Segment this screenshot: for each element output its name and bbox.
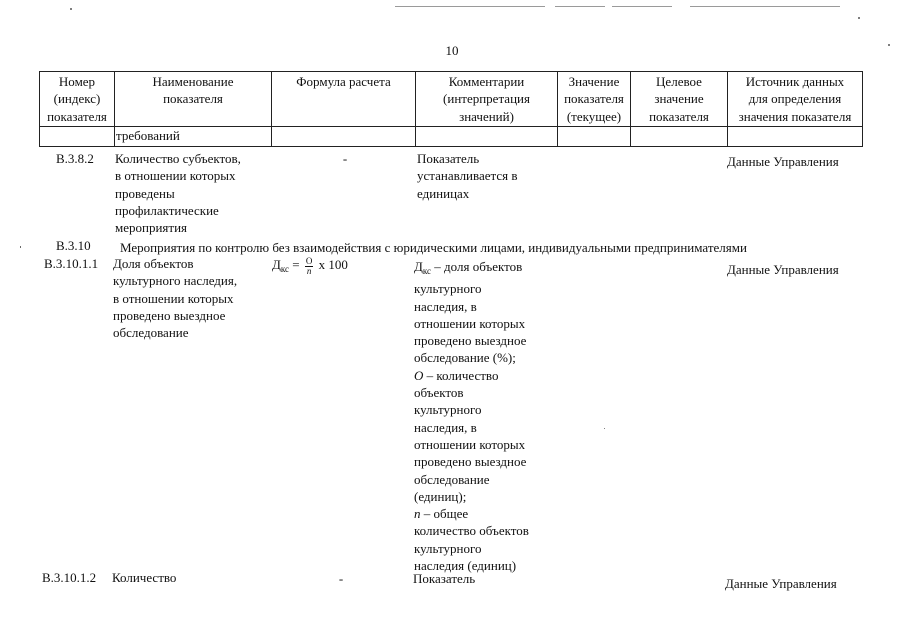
- row-index: В.3.10.1.2: [42, 570, 97, 585]
- section-title: Мероприятия по контролю без взаимодействия с юридическими лицами, индивидуальными предпринимателями: [120, 240, 747, 255]
- row-formula: $Д_{кс}$ = $\frac{О}{n}$ x 100: [272, 255, 348, 276]
- header-data-source: Источник данных для определения значения показателя: [738, 74, 852, 124]
- header-name: Наименование показателя: [152, 74, 234, 107]
- row-name: Доля объектов культурного наследия, в отношении которых проведено выездное обследование: [113, 256, 238, 341]
- row-source: Данные Управления: [727, 262, 839, 277]
- continued-text: требований: [116, 128, 180, 143]
- scan-speck: [20, 246, 21, 248]
- scan-artifact-line: [555, 6, 605, 7]
- header-comments: Комментарии (интерпретация значений): [443, 74, 530, 124]
- header-target-value: Целевое значение показателя: [649, 74, 709, 124]
- scan-speck: [858, 17, 860, 19]
- row-comment: $Д_{кс}$ – доля объектов культурного наследия, в отношении которых проведено выездное обследование (%); О – количество объектов культурного наследия, в отношении которых проведено выездное обследование (единиц); n – общее количество объектов культурного наследия (единиц): [414, 259, 529, 574]
- row-comment: Показатель устанавливается в единицах: [417, 151, 518, 201]
- row-source: Данные Управления: [727, 154, 839, 169]
- scan-speck: [888, 44, 890, 46]
- scan-speck: [70, 8, 72, 10]
- header-index: Номер (индекс) показателя: [47, 74, 107, 124]
- row-name: Количество: [112, 570, 177, 585]
- page-number: 10: [445, 43, 459, 58]
- section-index: В.3.10: [56, 238, 91, 253]
- row-source: Данные Управления: [725, 576, 837, 591]
- row-index: В.3.10.1.1: [44, 256, 99, 271]
- scan-artifact-line: [612, 6, 672, 7]
- header-current-value: Значение показателя (текущее): [564, 74, 624, 124]
- row-formula: -: [338, 571, 344, 586]
- row-formula: -: [342, 151, 348, 166]
- scan-artifact-line: [690, 6, 840, 7]
- header-formula: Формула расчета: [296, 74, 391, 89]
- formula-fraction: $\frac{О}{n}$: [305, 255, 313, 276]
- row-index: В.3.8.2: [56, 151, 94, 166]
- row-comment: Показатель: [413, 571, 476, 586]
- scan-artifact-line: [395, 6, 545, 7]
- row-name: Количество субъектов, в отношении которых проведены профилактические мероприятия: [115, 151, 241, 236]
- scan-speck: [604, 428, 605, 429]
